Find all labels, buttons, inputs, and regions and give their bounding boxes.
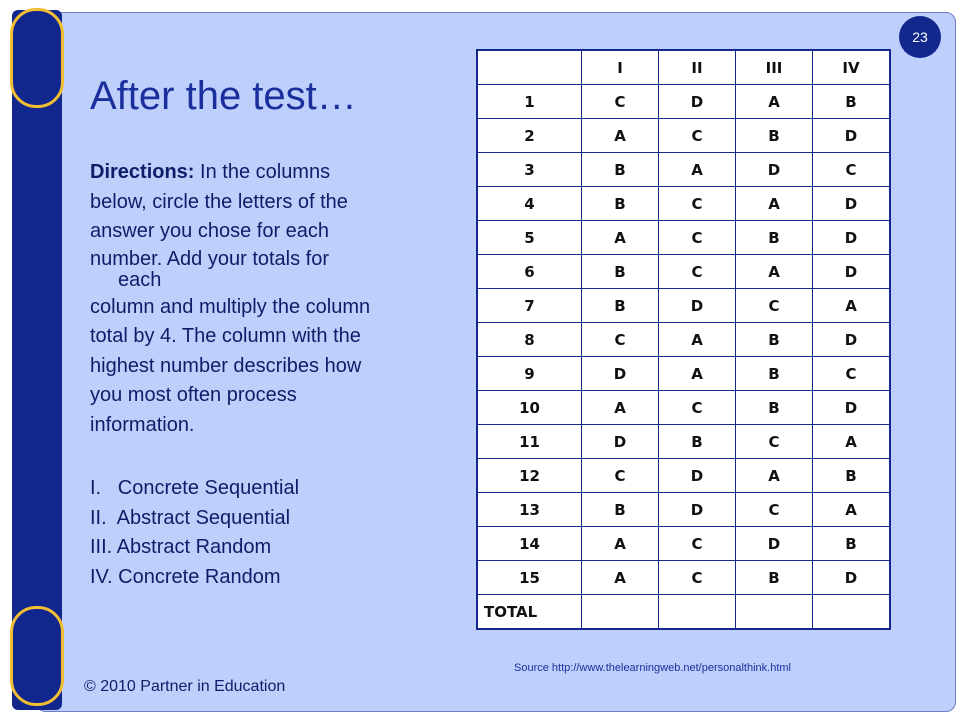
footer-copyright: © 2010 Partner in Education <box>84 678 286 695</box>
answer-letter-cell[interactable]: B <box>582 255 659 289</box>
answer-letter-cell[interactable]: D <box>659 85 736 119</box>
thinking-styles-list <box>90 474 299 592</box>
directions-line-10: information. <box>90 413 195 436</box>
answer-table-body <box>477 85 890 595</box>
answer-letter-cell[interactable]: D <box>813 119 891 153</box>
table-row <box>477 187 890 221</box>
answer-letter-cell[interactable]: C <box>813 153 891 187</box>
table-header-corner <box>477 50 582 85</box>
question-number-cell: 6 <box>477 255 582 289</box>
question-number-cell: 7 <box>477 289 582 323</box>
style-item-abstract-sequential: II. Abstract Sequential <box>90 506 291 529</box>
total-cell-ii[interactable] <box>659 595 736 630</box>
answer-letter-cell[interactable]: B <box>813 527 891 561</box>
source-citation: Source http://www.thelearningweb.net/personalthink.html <box>514 662 791 674</box>
answer-letter-cell[interactable]: D <box>582 357 659 391</box>
answer-letter-cell[interactable]: B <box>659 425 736 459</box>
answer-letter-cell[interactable]: C <box>736 425 813 459</box>
directions-label: Directions: <box>90 161 195 183</box>
table-row <box>477 425 890 459</box>
total-cell-iii[interactable] <box>736 595 813 630</box>
total-cell-i[interactable] <box>582 595 659 630</box>
answer-letter-cell[interactable]: D <box>659 493 736 527</box>
table-row <box>477 527 890 561</box>
answer-letter-cell[interactable]: A <box>659 323 736 357</box>
table-header-iv: IV <box>813 50 891 85</box>
answer-letter-cell[interactable]: C <box>659 561 736 595</box>
answer-letter-cell[interactable]: A <box>582 221 659 255</box>
total-label: TOTAL <box>477 595 582 630</box>
slide-number-badge: 23 <box>899 16 941 58</box>
table-row <box>477 459 890 493</box>
directions-line-3: answer you chose for each <box>90 220 330 242</box>
answer-table <box>476 49 891 630</box>
answer-letter-cell[interactable]: D <box>659 459 736 493</box>
binder-ring-top <box>10 8 64 108</box>
answer-letter-cell[interactable]: D <box>813 221 891 255</box>
directions-line-9: you most often process <box>90 384 297 406</box>
answer-letter-cell[interactable]: A <box>736 85 813 119</box>
answer-letter-cell[interactable]: B <box>736 561 813 595</box>
binder-bar <box>12 10 62 710</box>
table-header-i: I <box>582 50 659 85</box>
question-number-cell: 3 <box>477 153 582 187</box>
answer-letter-cell[interactable]: C <box>582 459 659 493</box>
total-row <box>477 595 890 630</box>
table-header-row <box>477 50 890 85</box>
answer-letter-cell[interactable]: A <box>736 459 813 493</box>
style-item-concrete-random: IV. Concrete Random <box>90 565 281 588</box>
answer-letter-cell[interactable]: D <box>813 391 891 425</box>
directions-line-5: each <box>118 268 162 291</box>
total-cell-iv[interactable] <box>813 595 891 630</box>
question-number-cell: 15 <box>477 561 582 595</box>
directions-line-4: number. Add your totals for <box>90 247 330 270</box>
table-header-ii: II <box>659 50 736 85</box>
answer-letter-cell[interactable]: A <box>582 391 659 425</box>
table-row <box>477 391 890 425</box>
answer-letter-cell[interactable]: A <box>659 357 736 391</box>
table-row <box>477 323 890 357</box>
answer-letter-cell[interactable]: D <box>736 153 813 187</box>
table-row <box>477 221 890 255</box>
answer-letter-cell[interactable]: B <box>813 85 891 119</box>
answer-letter-cell[interactable]: D <box>659 289 736 323</box>
answer-letter-cell[interactable]: A <box>813 289 891 323</box>
answer-letter-cell[interactable]: B <box>736 221 813 255</box>
answer-letter-cell[interactable]: C <box>659 255 736 289</box>
binder-ring-bottom <box>10 606 64 706</box>
answer-letter-cell[interactable]: C <box>582 85 659 119</box>
directions-line-2: below, circle the letters of the <box>90 190 348 213</box>
question-number-cell: 8 <box>477 323 582 357</box>
question-number-cell: 10 <box>477 391 582 425</box>
directions-line-1: Directions: In the columns <box>90 161 331 183</box>
answer-letter-cell[interactable]: A <box>736 255 813 289</box>
answer-letter-cell[interactable]: D <box>736 527 813 561</box>
question-number-cell: 2 <box>477 119 582 153</box>
answer-letter-cell[interactable]: A <box>813 493 891 527</box>
question-number-cell: 1 <box>477 85 582 119</box>
answer-letter-cell[interactable]: D <box>813 561 891 595</box>
answer-letter-cell[interactable]: C <box>659 527 736 561</box>
question-number-cell: 5 <box>477 221 582 255</box>
answer-letter-cell[interactable]: C <box>736 493 813 527</box>
answer-letter-cell[interactable]: C <box>659 187 736 221</box>
answer-letter-cell[interactable]: B <box>582 493 659 527</box>
answer-letter-cell[interactable]: B <box>813 459 891 493</box>
answer-letter-cell[interactable]: C <box>736 289 813 323</box>
question-number-cell: 12 <box>477 459 582 493</box>
answer-letter-cell[interactable]: B <box>582 289 659 323</box>
question-number-cell: 4 <box>477 187 582 221</box>
answer-letter-cell[interactable]: D <box>813 323 891 357</box>
answer-letter-cell[interactable]: B <box>582 187 659 221</box>
answer-letter-cell[interactable]: C <box>659 221 736 255</box>
slide-title: After the test… <box>90 74 357 118</box>
table-row <box>477 289 890 323</box>
style-item-abstract-random: III. Abstract Random <box>90 536 272 558</box>
question-number-cell: 9 <box>477 357 582 391</box>
answer-letter-cell[interactable]: A <box>582 119 659 153</box>
table-row <box>477 153 890 187</box>
table-header-iii: III <box>736 50 813 85</box>
directions-line-7: total by 4. The column with the <box>90 325 361 347</box>
table-row <box>477 85 890 119</box>
directions-text <box>90 158 460 440</box>
answer-letter-cell[interactable]: D <box>582 425 659 459</box>
question-number-cell: 13 <box>477 493 582 527</box>
table-row <box>477 119 890 153</box>
question-number-cell: 14 <box>477 527 582 561</box>
answer-letter-cell[interactable]: B <box>736 357 813 391</box>
answer-letter-cell[interactable]: C <box>659 119 736 153</box>
answer-letter-cell[interactable]: A <box>736 187 813 221</box>
table-row <box>477 357 890 391</box>
answer-letter-cell[interactable]: D <box>813 255 891 289</box>
answer-letter-cell[interactable]: A <box>582 527 659 561</box>
answer-letter-cell[interactable]: D <box>813 187 891 221</box>
answer-letter-cell[interactable]: C <box>582 323 659 357</box>
table-row <box>477 561 890 595</box>
table-row <box>477 493 890 527</box>
question-number-cell: 11 <box>477 425 582 459</box>
answer-letter-cell[interactable]: B <box>736 391 813 425</box>
style-item-concrete-sequential: I. Concrete Sequential <box>90 477 300 499</box>
answer-letter-cell[interactable]: C <box>659 391 736 425</box>
answer-letter-cell[interactable]: A <box>582 561 659 595</box>
answer-letter-cell[interactable]: C <box>813 357 891 391</box>
answer-letter-cell[interactable]: B <box>582 153 659 187</box>
directions-line-8: highest number describes how <box>90 354 362 377</box>
table-row <box>477 255 890 289</box>
answer-letter-cell[interactable]: A <box>659 153 736 187</box>
answer-letter-cell[interactable]: B <box>736 119 813 153</box>
directions-line-6: column and multiply the column <box>90 295 371 318</box>
answer-letter-cell[interactable]: B <box>736 323 813 357</box>
answer-letter-cell[interactable]: A <box>813 425 891 459</box>
